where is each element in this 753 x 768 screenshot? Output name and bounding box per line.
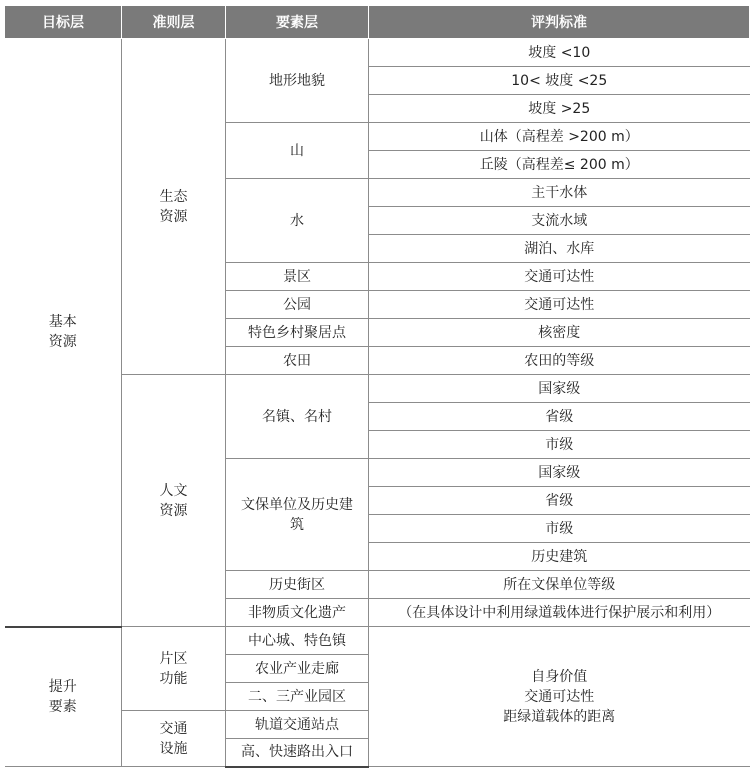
goal-basic: 基本 资源 xyxy=(5,39,122,627)
standard-cell: 农田的等级 xyxy=(369,347,750,375)
standard-cell: 丘陵（高程差≤ 200 m） xyxy=(369,151,750,179)
element-historic-block: 历史街区 xyxy=(226,571,369,599)
header-element: 要素层 xyxy=(226,6,369,39)
element-heritage-unit: 文保单位及历史建 筑 xyxy=(226,459,369,571)
standard-cell: 山体（高程差 >200 m） xyxy=(369,123,750,151)
standard-cell: 国家级 xyxy=(369,459,750,487)
element-village: 特色乡村聚居点 xyxy=(226,319,369,347)
element-park: 公园 xyxy=(226,291,369,319)
table-row xyxy=(5,39,750,67)
element-central-city: 中心城、特色镇 xyxy=(226,627,369,655)
element-scenic: 景区 xyxy=(226,263,369,291)
standard-cell: 省级 xyxy=(369,403,750,431)
standard-cell: 支流水域 xyxy=(369,207,750,235)
standard-cell: 湖泊、水库 xyxy=(369,235,750,263)
header-standard: 评判标准 xyxy=(369,6,750,39)
standard-cell: 坡度 <10 xyxy=(369,39,750,67)
standard-cell: 主干水体 xyxy=(369,179,750,207)
standard-cell: 历史建筑 xyxy=(369,543,750,571)
standard-cell: （在具体设计中利用绿道载体进行保护展示和利用） xyxy=(369,599,750,627)
standard-cell: 市级 xyxy=(369,515,750,543)
element-agri-corridor: 农业产业走廊 xyxy=(226,655,369,683)
table-row xyxy=(5,627,750,655)
standard-cell: 10< 坡度 <25 xyxy=(369,67,750,95)
element-farmland: 农田 xyxy=(226,347,369,375)
element-water: 水 xyxy=(226,179,369,263)
standard-cell: 核密度 xyxy=(369,319,750,347)
standard-cell: 市级 xyxy=(369,431,750,459)
element-famous-town: 名镇、名村 xyxy=(226,375,369,459)
header-row xyxy=(5,6,750,39)
criteria-culture: 人文 资源 xyxy=(122,375,226,627)
element-industrial-park: 二、三产业园区 xyxy=(226,683,369,711)
header-goal: 目标层 xyxy=(5,6,122,39)
standard-cell: 国家级 xyxy=(369,375,750,403)
criteria-district: 片区 功能 xyxy=(122,627,226,711)
standard-cell: 交通可达性 xyxy=(369,291,750,319)
element-intangible: 非物质文化遗产 xyxy=(226,599,369,627)
header-criteria: 准则层 xyxy=(122,6,226,39)
element-rail-station: 轨道交通站点 xyxy=(226,711,369,739)
criteria-ecology: 生态 资源 xyxy=(122,39,226,375)
element-terrain: 地形地貌 xyxy=(226,39,369,123)
evaluation-table xyxy=(4,6,750,768)
element-highway-exit: 高、快速路出入口 xyxy=(226,739,369,767)
standard-enhance: 自身价值 交通可达性 距绿道载体的距离 xyxy=(369,627,750,767)
element-mountain: 山 xyxy=(226,123,369,179)
standard-cell: 省级 xyxy=(369,487,750,515)
criteria-transport: 交通 设施 xyxy=(122,711,226,767)
standard-cell: 交通可达性 xyxy=(369,263,750,291)
goal-enhance: 提升 要素 xyxy=(5,627,122,767)
standard-cell: 所在文保单位等级 xyxy=(369,571,750,599)
standard-cell: 坡度 >25 xyxy=(369,95,750,123)
